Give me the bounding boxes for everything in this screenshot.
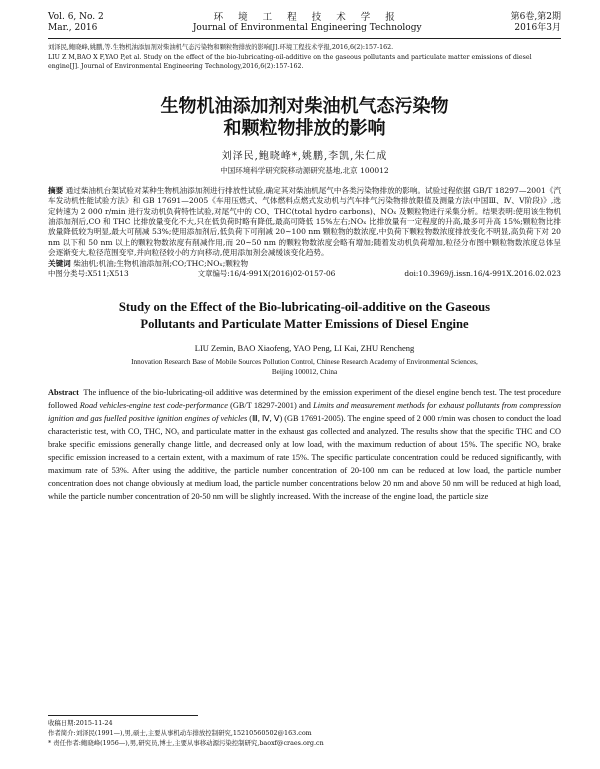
journal-name-en: Journal of Environmental Engineering Technology bbox=[192, 23, 422, 33]
volume-issue: Vol. 6, No. 2 bbox=[48, 12, 104, 22]
title-en-line1: Study on the Effect of the Bio-lubricating-oil-additive on the Gaseous bbox=[118, 300, 491, 315]
paper-page bbox=[48, 12, 561, 504]
date-en: Mar., 2016 bbox=[48, 23, 98, 33]
title-en-line2: Pollutants and Particulate Matter Emissions of Diesel Engine bbox=[140, 317, 469, 332]
keywords-cn-label: 关键词 bbox=[48, 258, 71, 268]
abstract-en-p1: The influence of the bio-lubricating-oil additive was determined by the emission experiment of the diesel engine bench test. The test procedure followed bbox=[48, 388, 561, 411]
affiliation-en-line2: Beijing 100012, China bbox=[271, 368, 338, 377]
journal-header bbox=[48, 12, 561, 34]
keywords-cn bbox=[48, 259, 561, 269]
authors-en: LIU Zemin, BAO Xiaofeng, YAO Peng, LI Kai, ZHU Rencheng bbox=[194, 343, 415, 354]
citation-cn: 刘泽民,鲍晓峰,姚鹏,等.生物机油添加剂对柴油机气态污染物和颗粒物排放的影响[J].环境工程技术学报,2016,6(2):157-162. bbox=[48, 44, 394, 51]
authors-cn: 刘泽民,鲍晓峰*,姚鹏,李凯,朱仁成 bbox=[221, 150, 388, 162]
footnotes bbox=[48, 715, 561, 748]
abstract-en-label: Abstract bbox=[48, 388, 79, 398]
journal-name-cn: 环 境 工 程 技 术 学 报 bbox=[213, 12, 401, 23]
header-right bbox=[511, 12, 561, 34]
doi: doi:10.3969/j.issn.16/4-991X.2016.02.023 bbox=[404, 269, 561, 279]
footnote-author: 作者简介:刘泽民(1991—),男,硕士,主要从事机动车排放控制研究,15210560502@163.com bbox=[48, 729, 312, 737]
footnote-rule bbox=[48, 715, 198, 716]
keywords-cn-text: 柴油机;机油;生物机油添加剂;CO;THC;NOₓ;颗粒物 bbox=[73, 258, 249, 268]
abstract-en bbox=[48, 387, 561, 503]
citation-block bbox=[48, 43, 561, 72]
affiliation-cn: 中国环境科学研究院移动源研究基地,北京 100012 bbox=[220, 165, 389, 175]
abstract-en-standard2: Limits and measurement methods for exhaust pollutants from compression ignition and gas fuelled positive ignition engines of vehicles bbox=[48, 401, 562, 424]
clc-number: 中图分类号:X511;X513 bbox=[48, 269, 129, 279]
date-cn: 2016年3月 bbox=[514, 23, 561, 33]
classification-cn bbox=[48, 269, 561, 279]
footnote-received: 收稿日期:2015-11-24 bbox=[48, 719, 113, 727]
abstract-en-p3: (Ⅲ, Ⅳ, Ⅴ) (GB 17691-2005). The engine speed of 2 000 r/min was chosen to conduct the load characteristic test, with CO, THC, NOₓ and particulate matter in the exhaust gas collected and analyzed. The results show that the specific THC and CO brake specific emissions generally change little, and decreased only at low load, with the maximum reduction of about 15%. The specific NOₓ brake specific emission increased to a certain extent, with a maximum of rate 15%. The specific particulate concentration could be reduced significantly, with maximum rate of 53%. After using the additive, the particle number concentration of 20-100 nm can be reduced at low load, the particle number concentration does not change obviously at medium load, the particle number concentrations below 20 nm and above 50 nm will be reduced at high load, while the particle number concentration of 20-50 nm will be slightly increased. With the increase of the engine load, the particle size bbox=[48, 414, 562, 501]
abstract-cn bbox=[48, 186, 561, 259]
article-number: 文章编号:16/4-991X(2016)02-0157-06 bbox=[197, 269, 336, 279]
abstract-en-p2: (GB/T 18297-2001) and bbox=[227, 401, 314, 411]
header-left bbox=[48, 12, 104, 34]
affiliation-en-line1: Innovation Research Base of Mobile Sources Pollution Control, Chinese Research Academy of Environmental Sciences, bbox=[131, 358, 478, 367]
footnote-corresponding: * 责任作者:鲍晓峰(1956—),男,研究员,博士,主要从事移动源污染控制研究,baoxf@craes.org.cn bbox=[48, 739, 324, 747]
title-cn-line2: 和颗粒物排放的影响 bbox=[223, 117, 386, 139]
citation-en-line1: LIU Z M,BAO X F,YAO P,et al. Study on the effect of the bio-lubricating-oil-additive on the gaseous pollutants and particulate matter emissions of diesel bbox=[48, 53, 532, 61]
issue-cn: 第6卷,第2期 bbox=[510, 12, 561, 22]
abstract-cn-label: 摘要 bbox=[48, 185, 64, 195]
abstract-cn-text: 通过柴油机台架试验对某种生物机油添加剂进行排放性试验,确定其对柴油机尾气中各类污染物排放的影响。试验过程依据 GB/T 18297—2001《汽车发动机性能试验方法》和 GB 17691—2005《车用压燃式、气体燃料点燃式发动机与汽车排气污染物排放限值及测量方法(中国Ⅲ、Ⅳ、Ⅴ阶段)》,选定转速为 2 000 r/min 进行发动机负荷特性试验,对尾气中的 CO、THC(total hydro carbons)、NOₓ 及颗粒物进行采集分析。结果表明:使用该生物机油添加剂后,CO 和 THC 比排放量变化不大,只在低负荷时略有降低,最高可降低 15%左右;NOₓ 比排放量有一定程度的升高,最多可升高 15%;颗粒物比排放量降低较为明显,最大可削减 53%;使用添加剂后,低负荷下可削减 20~100 nm 颗粒物的数浓度,中负荷下颗粒物数浓度排放变化不明显,高负荷下对 20 nm 以下和 50 nm 以上的颗粒物数浓度有削减作用,而 20~50 nm 的颗粒物数浓度会略有增加;随着发动机负荷增加,粒径分布图中颗粒物数浓度总体呈会逐渐变大,粒径范围变窄,并向粒径较小的方向移动,使用添加剂会减缓该变化趋势。 bbox=[48, 185, 561, 258]
title-cn-line1: 生物机油添加剂对柴油机气态污染物 bbox=[160, 95, 449, 117]
citation-en-line2: engine[J]. Journal of Environmental Engineering Technology,2016,6(2):157-162. bbox=[48, 63, 304, 71]
title-cn bbox=[48, 96, 561, 140]
title-en bbox=[48, 299, 561, 333]
header-center bbox=[193, 12, 422, 34]
affiliation-en bbox=[48, 357, 561, 377]
abstract-en-standard1: Road vehicles-engine test code-performance bbox=[79, 401, 228, 411]
header-rule bbox=[48, 38, 561, 39]
